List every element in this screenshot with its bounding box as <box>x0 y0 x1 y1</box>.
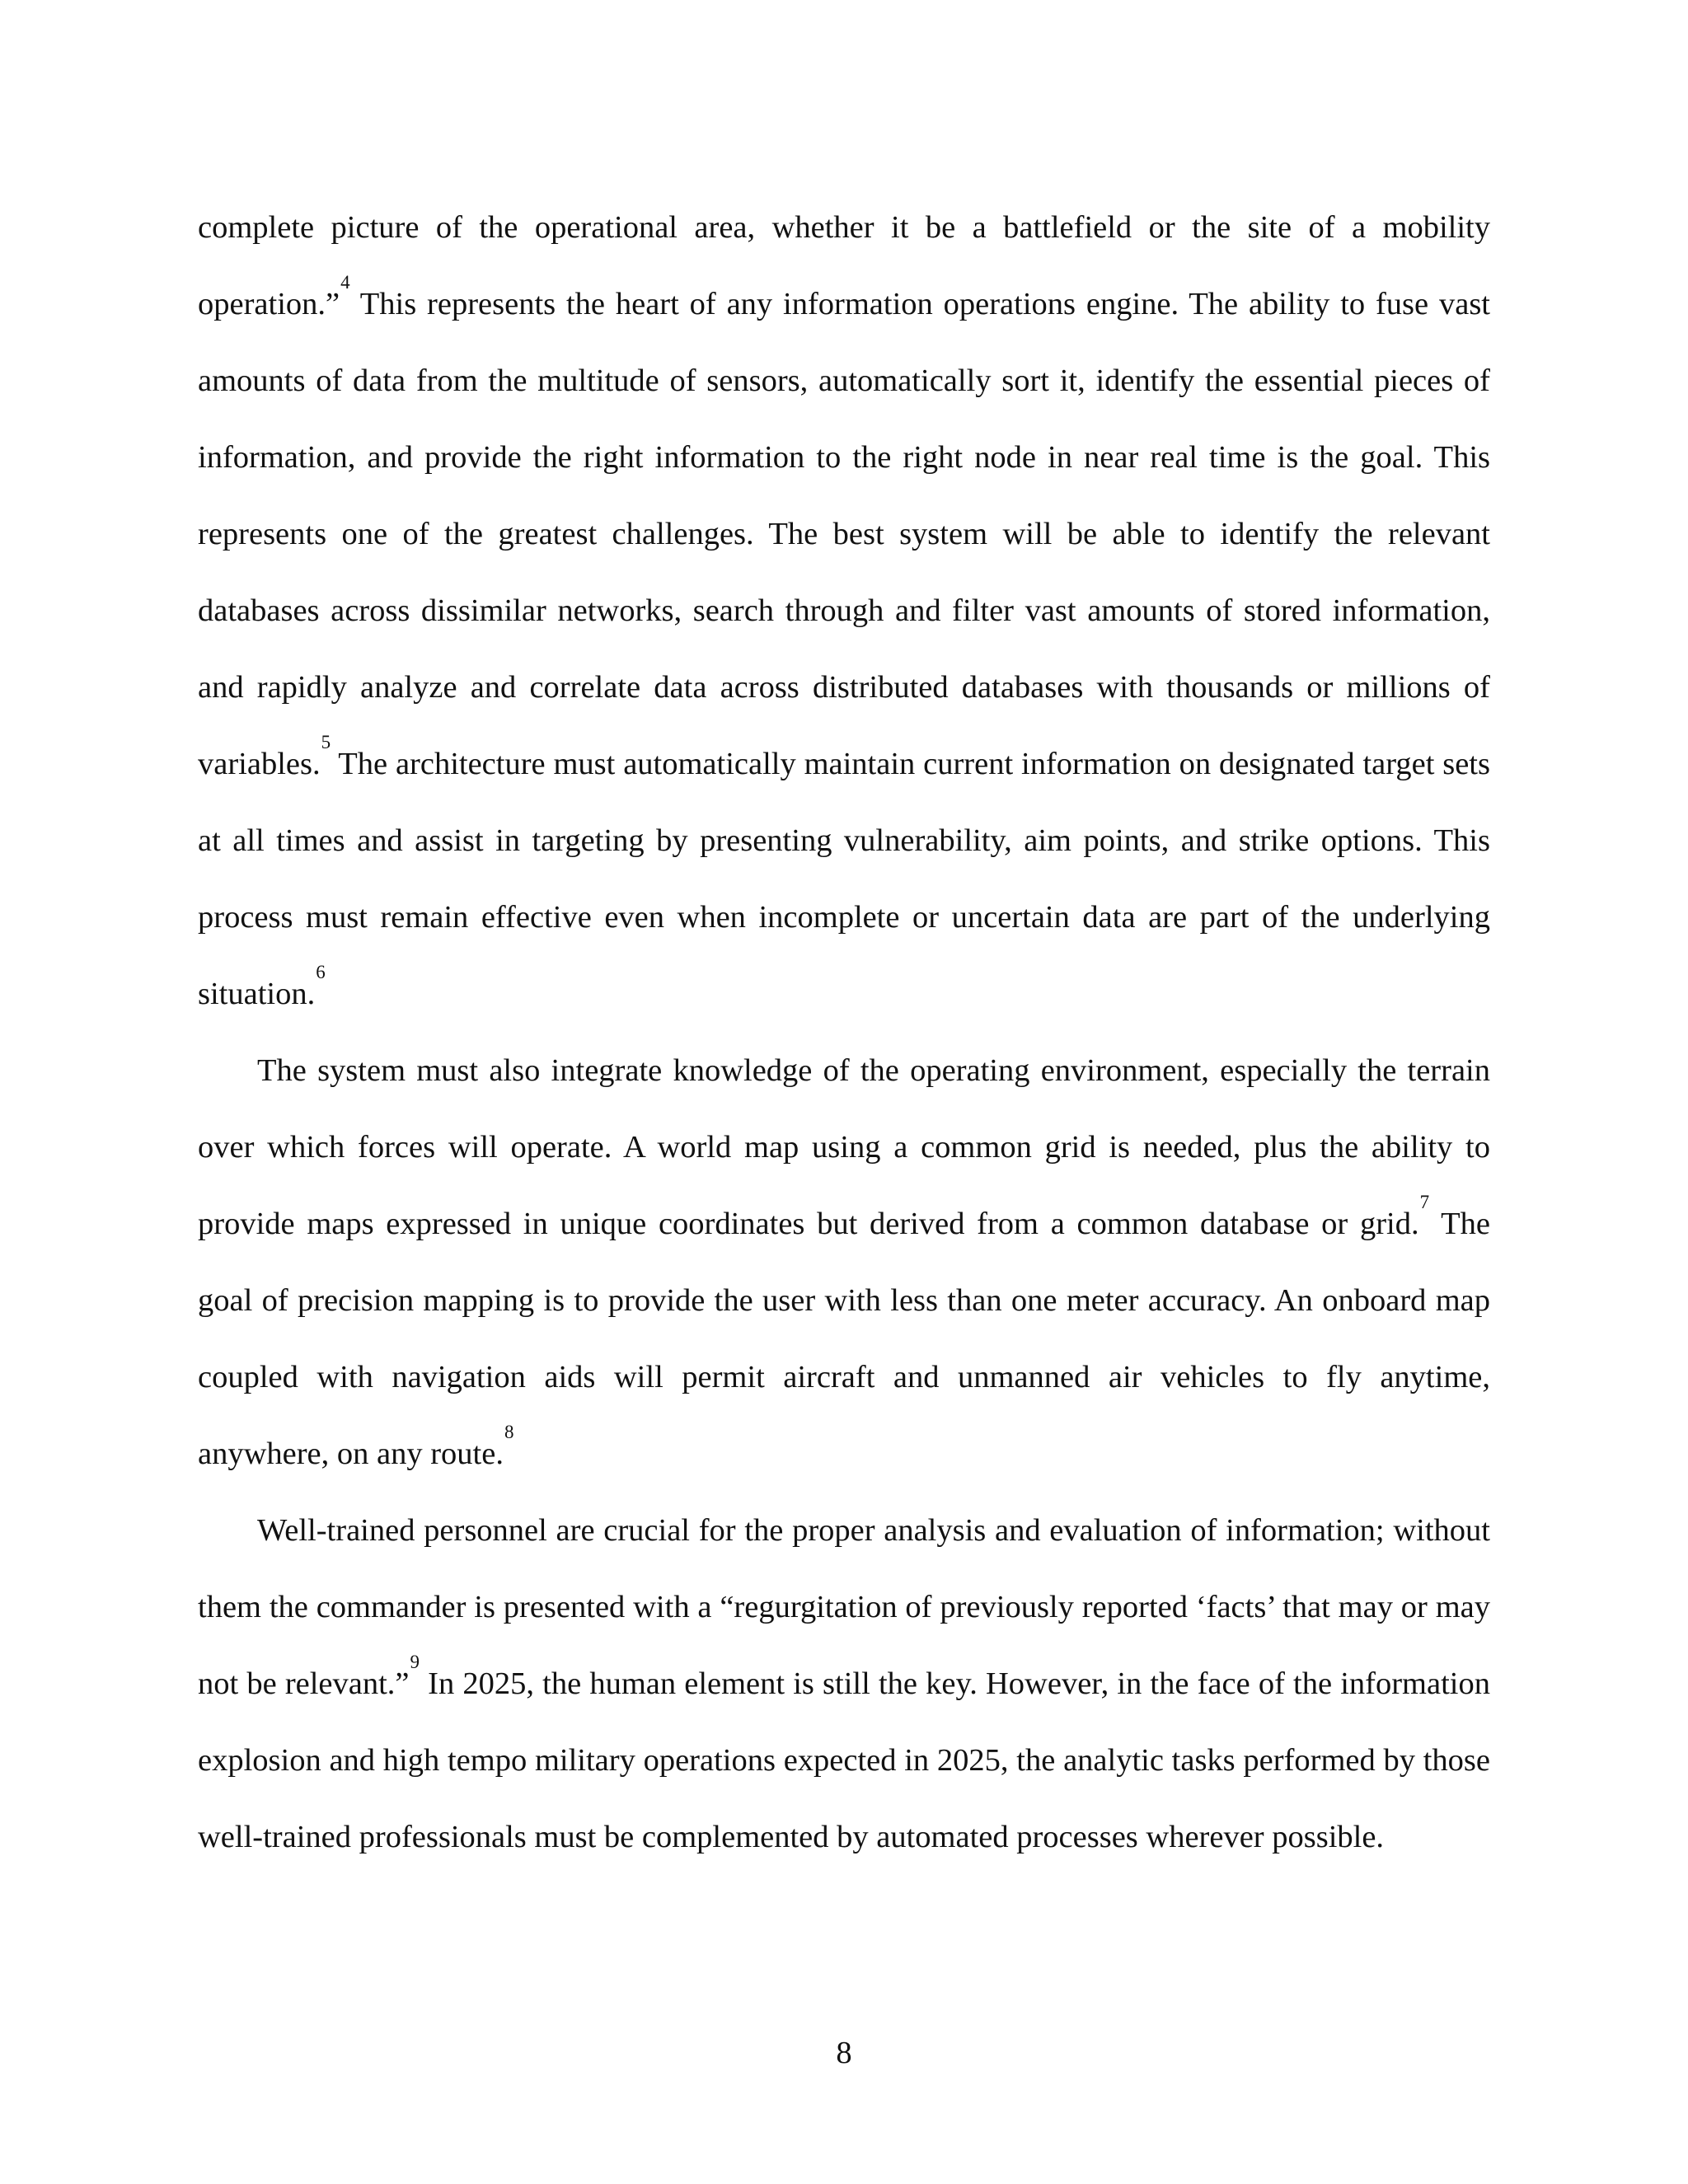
document-body <box>198 190 1490 1876</box>
paragraph-text: complete picture of the operational area, whether it be a battlefield or the site of a mobility operation.” <box>198 210 1490 321</box>
footnote-marker: 8 <box>504 1422 514 1443</box>
paragraph-1 <box>198 190 1490 1033</box>
paragraph-text: This represents the heart of any information operations engine. The ability to fuse vast amounts of data from the multitude of sensors, automatically sort it, identify the essential pieces of information, and provide the right information to the right node in near real time is the goal. This represents one of the greatest challenges. The best system will be able to identify the relevant databases across dissimilar networks, search through and filter vast amounts of stored information, and rapidly analyze and correlate data across distributed databases with thousands or millions of variables. <box>198 287 1490 781</box>
page-number: 8 <box>836 2036 852 2070</box>
footnote-marker: 4 <box>340 272 350 293</box>
paragraph-text: The system must also integrate knowledge of the operating environment, especially the terrain over which forces will operate. A world map using a common grid is needed, plus the ability to provide maps expressed in unique coordinates but derived from a common database or grid. <box>198 1053 1490 1241</box>
paragraph-text: In 2025, the human element is still the key. However, in the face of the information explosion and high tempo military operations expected in 2025, the analytic tasks performed by those well-trained professionals must be complemented by automated processes wherever possible. <box>198 1666 1490 1854</box>
footnote-marker: 7 <box>1419 1192 1430 1213</box>
paragraph-3 <box>198 1493 1490 1876</box>
paragraph-text: The architecture must automatically maintain current information on designated target sets at all times and assist in targeting by presenting vulnerability, aim points, and strike options. This process must remain effective even when incomplete or uncertain data are part of the underlying situation. <box>198 747 1490 1011</box>
footnote-marker: 9 <box>410 1652 420 1673</box>
footnote-marker: 5 <box>321 732 331 753</box>
footnote-marker: 6 <box>316 962 326 983</box>
paragraph-2 <box>198 1033 1490 1493</box>
paragraph-text: Well-trained personnel are crucial for the proper analysis and evaluation of information; without them the commander is presented with a “regurgitation of previously reported ‘facts’ that may or may not be relevant.” <box>198 1513 1490 1701</box>
paragraph-text: The goal of precision mapping is to provide the user with less than one meter accuracy. An onboard map coupled with navigation aids will permit aircraft and unmanned air vehicles to fly anytime, anywhere, on any route. <box>198 1207 1490 1471</box>
